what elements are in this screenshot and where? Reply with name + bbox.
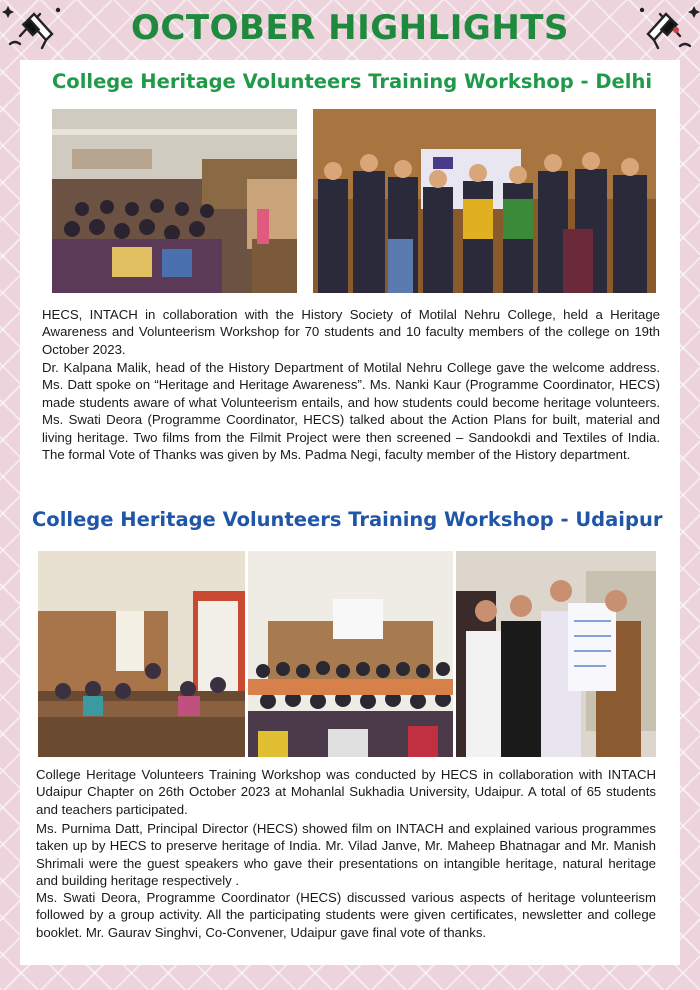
page-title: OCTOBER HIGHLIGHTS	[131, 8, 569, 48]
meeting-room-photo	[38, 551, 245, 757]
auditorium-audience-photo	[52, 109, 297, 293]
udaipur-paragraph-3: Ms. Swati Deora, Programme Coordinator (HECS) discussed various aspects of heritage volunteerism followed by a group activity. All the participating students were given certificates, newsletter and college booklet. Mr. Gaurav Singhvi, Co-Convener, Udaipur gave final vote of thanks.	[36, 890, 656, 940]
group-photo-udaipur	[248, 551, 453, 757]
delhi-paragraph-2: Dr. Kalpana Malik, head of the History Department of Motilal Nehru College gave the welcome address. Ms. Datt spoke on “Heritage and Heritage Awareness”. Ms. Nanki Kaur (Programme Coordinator, HECS) made students aware of what Volunteerism entails, and how students could become heritage volunteers. Ms. Swati Deora (Programme Coordinator, HECS) talked about the Action Plans for built, material and living heritage. Two films from the Filmit Project were then screened – Sandookdi and Textiles of India. The formal Vote of Thanks was given by Ms. Padma Negi, faculty member of the History department.	[42, 360, 660, 463]
udaipur-paragraph-2: Ms. Purnima Datt, Principal Director (HECS) showed film on INTACH and explained various programmes taken up by HECS to preserve heritage of India. Mr. Vilad Janve, Mr. Maheep Bhatnagar and Mr. Manish Shrimali were the guest speakers who gave their presentations on intangible heritage, natural heritage and building heritage respectively .	[36, 821, 656, 889]
section-title-delhi: College Heritage Volunteers Training Workshop - Delhi	[52, 70, 653, 93]
udaipur-paragraph-1: College Heritage Volunteers Training Workshop was conducted by HECS in collaboration with INTACH Udaipur Chapter on 26th October 2023 at Mohanlal Sukhadia University, Udaipur. A total of 65 students and teachers participated.	[36, 767, 656, 817]
delhi-paragraph-1: HECS, INTACH in collaboration with the History Society of Motilal Nehru College, held a Heritage Awareness and Volunteerism Workshop for 70 students and 10 faculty members of the college on 19th October 2023.	[42, 307, 660, 357]
section-title-udaipur: College Heritage Volunteers Training Workshop - Udaipur	[32, 508, 663, 531]
students-presentation-photo	[456, 551, 656, 757]
group-photo-delhi	[313, 109, 656, 293]
